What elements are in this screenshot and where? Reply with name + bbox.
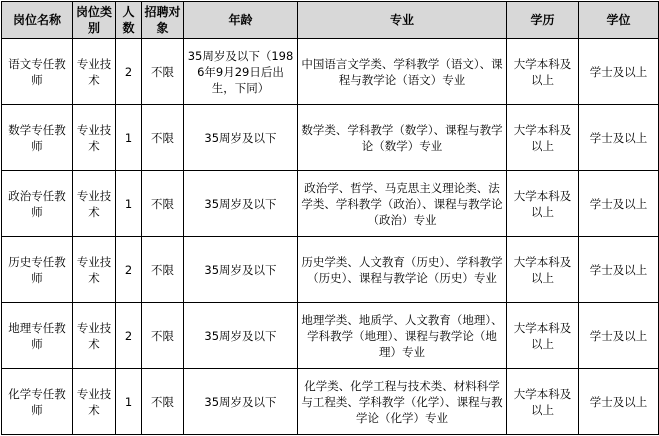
cell-education: 大学本科及以上 — [507, 369, 579, 435]
cell-count: 1 — [116, 171, 142, 237]
table-row — [2, 105, 659, 171]
cell-degree: 学士及以上 — [579, 105, 659, 171]
cell-count: 2 — [116, 39, 142, 105]
cell-count: 2 — [116, 303, 142, 369]
cell-education: 大学本科及以上 — [507, 105, 579, 171]
header-position: 岗位名称 — [2, 2, 73, 39]
table-row — [2, 171, 659, 237]
cell-position: 语文专任教师 — [2, 39, 73, 105]
cell-count: 1 — [116, 369, 142, 435]
cell-education: 大学本科及以上 — [507, 303, 579, 369]
cell-category: 专业技术 — [73, 39, 116, 105]
cell-position: 地理专任教师 — [2, 303, 73, 369]
table-row — [2, 39, 659, 105]
cell-target: 不限 — [142, 39, 184, 105]
cell-major: 历史学类、人文教育（历史）、学科教学（历史）、课程与教学论（历史）专业 — [298, 237, 507, 303]
cell-degree: 学士及以上 — [579, 39, 659, 105]
cell-category: 专业技术 — [73, 369, 116, 435]
cell-major: 地理学类、地质学、人文教育（地理）、学科教学（地理）、课程与教学论（地理）专业 — [298, 303, 507, 369]
cell-degree: 学士及以上 — [579, 171, 659, 237]
table-row — [2, 303, 659, 369]
table-header — [2, 2, 659, 39]
cell-age: 35周岁及以下 — [184, 369, 298, 435]
cell-age: 35周岁及以下 — [184, 237, 298, 303]
cell-education: 大学本科及以上 — [507, 39, 579, 105]
cell-age: 35周岁及以下 — [184, 105, 298, 171]
cell-target: 不限 — [142, 369, 184, 435]
cell-major: 化学类、化学工程与技术类、材料科学与工程类、学科教学（化学）、课程与教学论（化学）专业 — [298, 369, 507, 435]
cell-category: 专业技术 — [73, 171, 116, 237]
cell-major: 政治学、哲学、马克思主义理论类、法学类、学科教学（政治）、课程与教学论（政治）专业 — [298, 171, 507, 237]
cell-category: 专业技术 — [73, 303, 116, 369]
table-body — [2, 39, 659, 435]
cell-position: 化学专任教师 — [2, 369, 73, 435]
cell-major: 中国语言文学类、学科教学（语文）、课程与教学论（语文）专业 — [298, 39, 507, 105]
header-age: 年龄 — [184, 2, 298, 39]
header-degree: 学位 — [579, 2, 659, 39]
header-row — [2, 2, 659, 39]
cell-target: 不限 — [142, 303, 184, 369]
cell-target: 不限 — [142, 105, 184, 171]
cell-position: 数学专任教师 — [2, 105, 73, 171]
cell-age: 35周岁及以下（1986年9月29日后出生，下同） — [184, 39, 298, 105]
cell-education: 大学本科及以上 — [507, 237, 579, 303]
header-category: 岗位类别 — [73, 2, 116, 39]
table-row — [2, 237, 659, 303]
cell-major: 数学类、学科教学（数学）、课程与教学论（数学）专业 — [298, 105, 507, 171]
cell-count: 2 — [116, 237, 142, 303]
cell-degree: 学士及以上 — [579, 369, 659, 435]
cell-position: 政治专任教师 — [2, 171, 73, 237]
cell-category: 专业技术 — [73, 237, 116, 303]
cell-age: 35周岁及以下 — [184, 171, 298, 237]
cell-education: 大学本科及以上 — [507, 171, 579, 237]
cell-position: 历史专任教师 — [2, 237, 73, 303]
cell-target: 不限 — [142, 237, 184, 303]
cell-count: 1 — [116, 105, 142, 171]
header-count: 人数 — [116, 2, 142, 39]
cell-category: 专业技术 — [73, 105, 116, 171]
header-major: 专业 — [298, 2, 507, 39]
recruitment-table — [1, 1, 659, 435]
cell-degree: 学士及以上 — [579, 303, 659, 369]
header-target: 招聘对象 — [142, 2, 184, 39]
cell-target: 不限 — [142, 171, 184, 237]
header-education: 学历 — [507, 2, 579, 39]
cell-degree: 学士及以上 — [579, 237, 659, 303]
table-row — [2, 369, 659, 435]
cell-age: 35周岁及以下 — [184, 303, 298, 369]
